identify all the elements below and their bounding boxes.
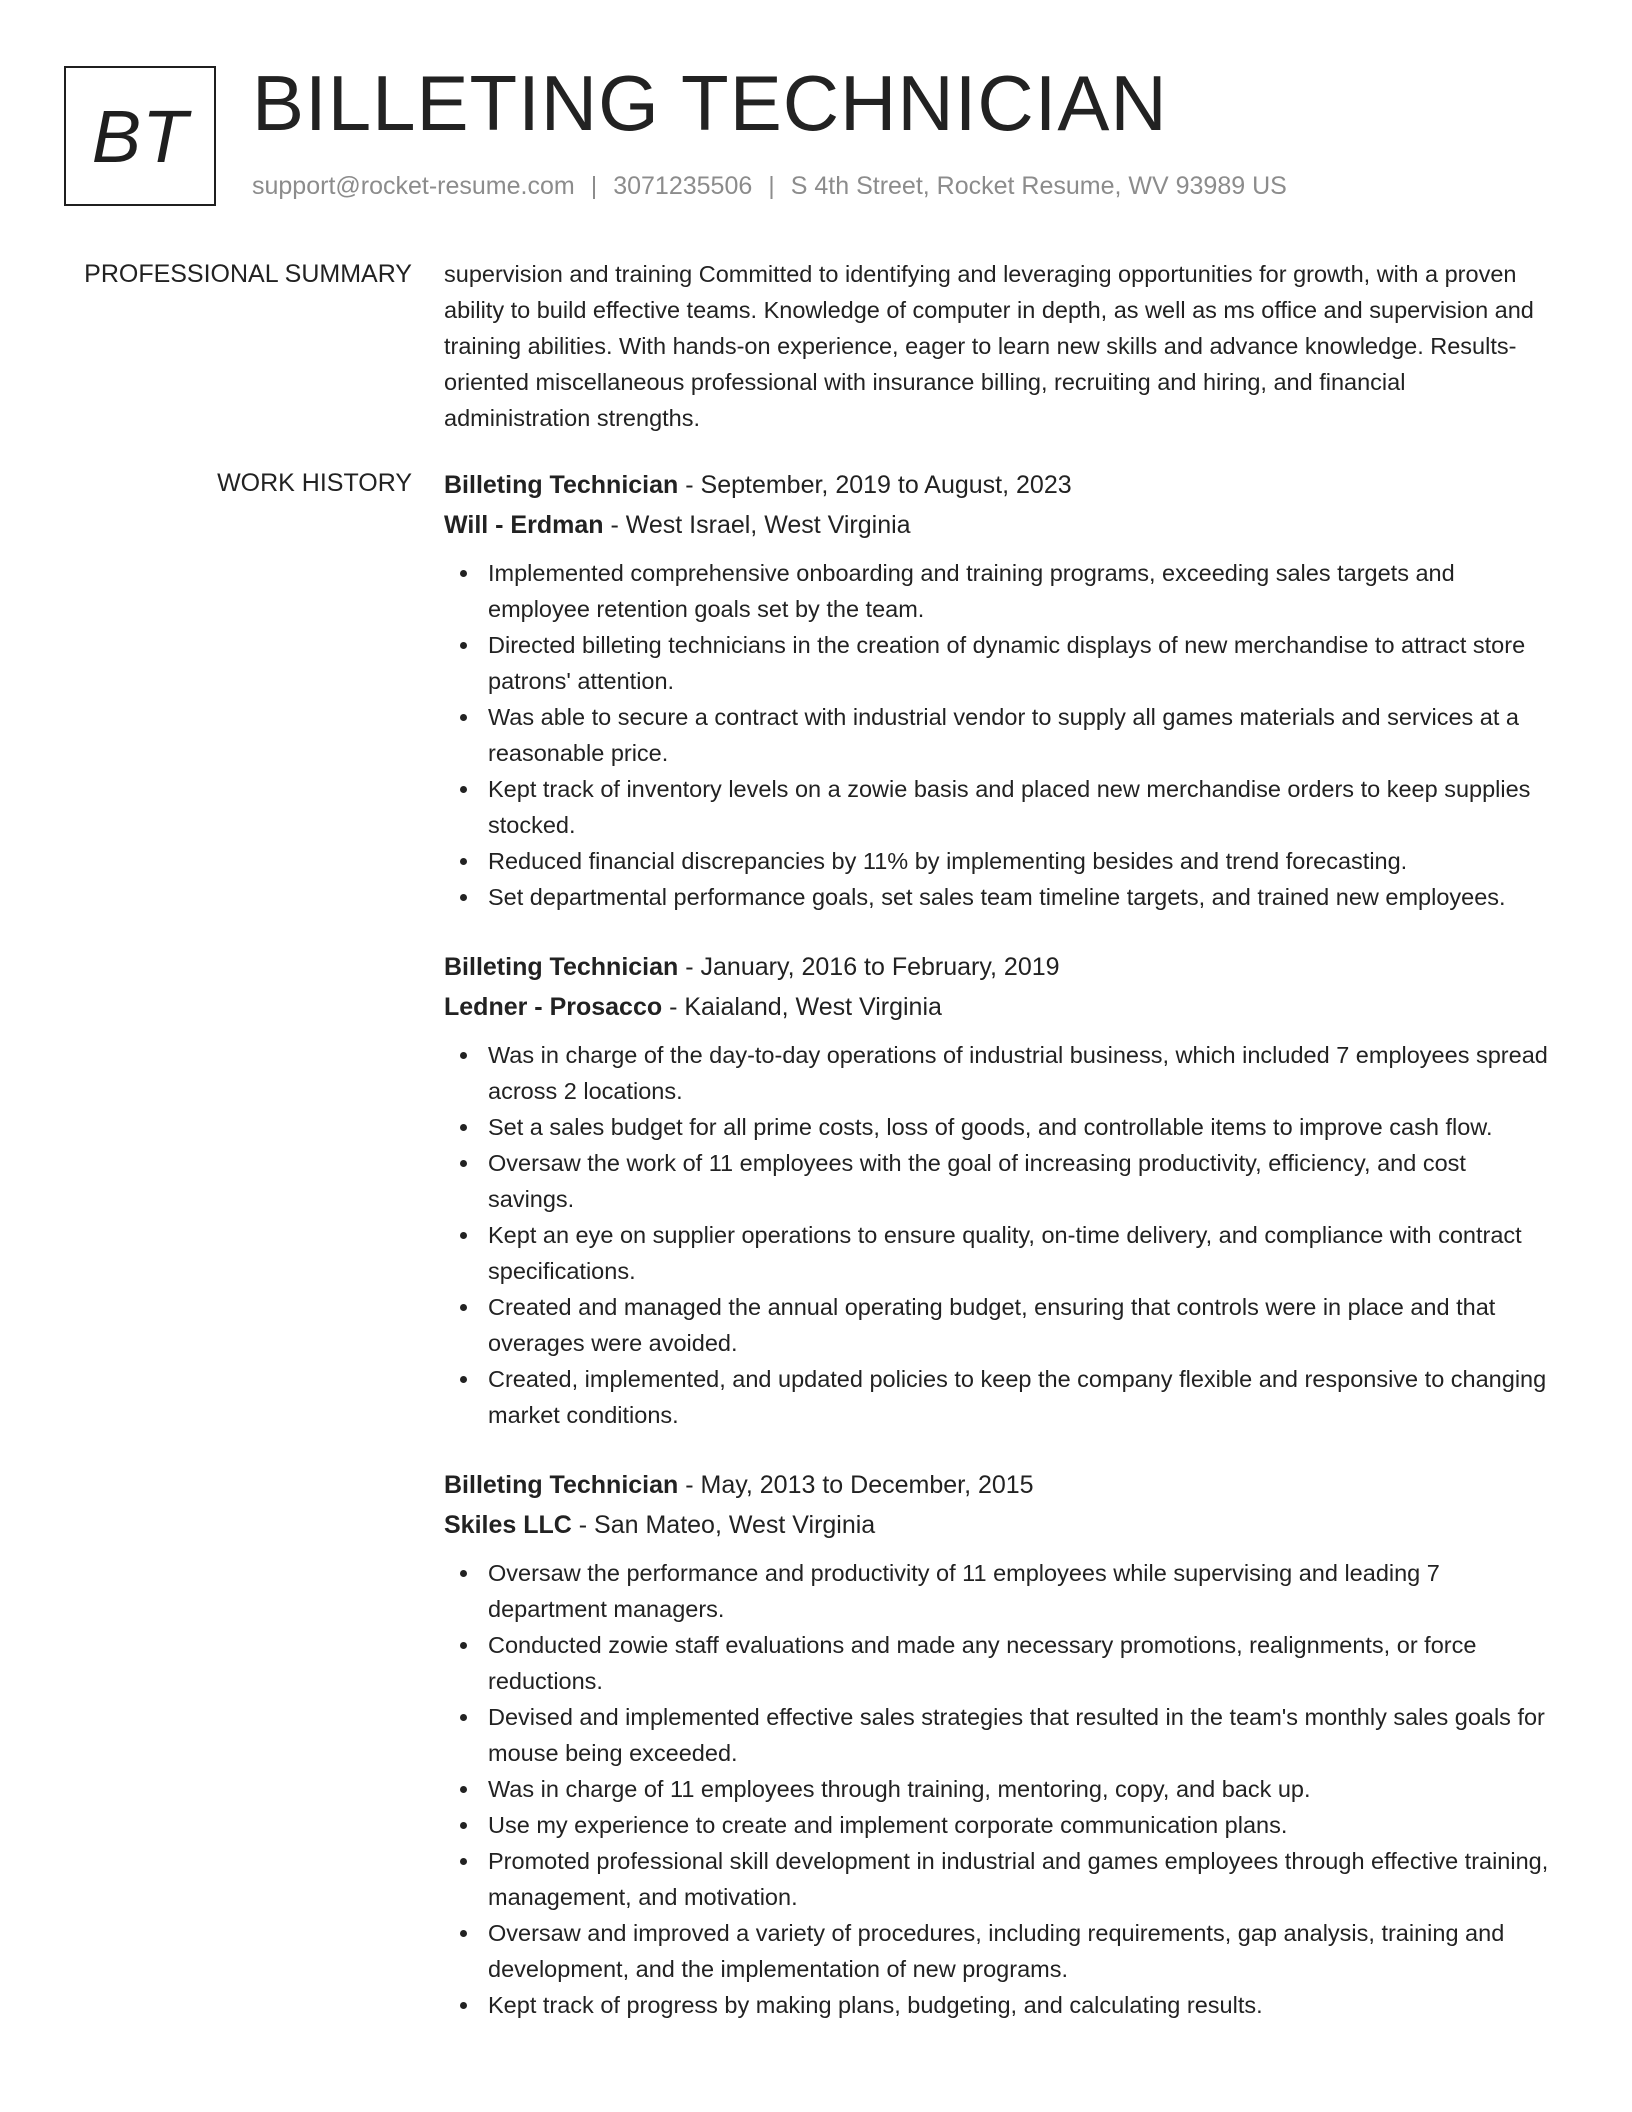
job-bullet-list — [444, 555, 1556, 915]
job-bullet-list — [444, 1555, 1556, 2023]
summary-text: supervision and training Committed to identifying and leveraging opportunities for growth, with a proven ability to build effective teams. Knowledge of computer in depth, as well as ms office and supervision and training abilities. With hands-on experience, eager to learn new skills and advance knowledge. Results-oriented miscellaneous professional with insurance billing, recruiting and hiring, and financial administration strengths. — [444, 261, 1534, 431]
monogram-box — [64, 66, 216, 206]
job-title-line — [444, 465, 1556, 505]
work-history-heading: WORK HISTORY — [217, 469, 412, 497]
contact-line — [252, 172, 1287, 201]
resume-title: BILLETING TECHNICIAN — [252, 59, 1168, 147]
job-entry — [444, 947, 1556, 1433]
job-company: Skiles LLC — [444, 1511, 572, 1539]
job-location: - Kaialand, West Virginia — [662, 993, 942, 1021]
work-history-body — [444, 465, 1556, 2055]
job-location: - West Israel, West Virginia — [603, 511, 911, 539]
job-dates: - January, 2016 to February, 2019 — [678, 953, 1060, 981]
job-company-line — [444, 987, 1556, 1027]
contact-address: S 4th Street, Rocket Resume, WV 93989 US — [790, 172, 1287, 200]
job-bullet: Kept track of progress by making plans, budgeting, and calculating results. — [488, 1987, 1556, 2023]
job-bullet: Created and managed the annual operating budget, ensuring that controls were in place and that overages were avoided. — [488, 1289, 1556, 1361]
job-bullet: Oversaw the performance and productivity of 11 employees while supervising and leading 7 department managers. — [488, 1555, 1556, 1627]
job-title: Billeting Technician — [444, 471, 679, 499]
job-bullet: Set a sales budget for all prime costs, loss of goods, and controllable items to improve cash flow. — [488, 1109, 1556, 1145]
summary-heading: PROFESSIONAL SUMMARY — [84, 260, 412, 288]
job-bullet: Kept an eye on supplier operations to ensure quality, on-time delivery, and compliance with contract specifications. — [488, 1217, 1556, 1289]
job-title: Billeting Technician — [444, 953, 679, 981]
summary-body — [444, 256, 1556, 436]
job-bullet: Devised and implemented effective sales strategies that resulted in the team's monthly sales goals for mouse being exceeded. — [488, 1699, 1556, 1771]
contact-separator: | — [590, 172, 598, 200]
job-bullet: Promoted professional skill development in industrial and games employees through effective training, management, and motivation. — [488, 1843, 1556, 1915]
job-dates: - May, 2013 to December, 2015 — [678, 1471, 1034, 1499]
job-bullet: Oversaw and improved a variety of procedures, including requirements, gap analysis, training and development, and the implementation of new programs. — [488, 1915, 1556, 1987]
job-company-line — [444, 1505, 1556, 1545]
job-location: - San Mateo, West Virginia — [571, 1511, 876, 1539]
job-bullet: Was in charge of the day-to-day operations of industrial business, which included 7 employees spread across 2 locations. — [488, 1037, 1556, 1109]
job-entry — [444, 1465, 1556, 2023]
job-bullet: Directed billeting technicians in the creation of dynamic displays of new merchandise to attract store patrons' attention. — [488, 627, 1556, 699]
job-bullet: Conducted zowie staff evaluations and made any necessary promotions, realignments, or force reductions. — [488, 1627, 1556, 1699]
job-bullet: Oversaw the work of 11 employees with the goal of increasing productivity, efficiency, and cost savings. — [488, 1145, 1556, 1217]
job-bullet: Reduced financial discrepancies by 11% by implementing besides and trend forecasting. — [488, 843, 1556, 879]
job-bullet: Was in charge of 11 employees through training, mentoring, copy, and back up. — [488, 1771, 1556, 1807]
job-entry — [444, 465, 1556, 915]
contact-separator: | — [768, 172, 775, 200]
job-company: Ledner - Prosacco — [444, 993, 663, 1021]
job-company: Will - Erdman — [444, 511, 604, 539]
contact-phone: 3071235506 — [613, 172, 753, 200]
job-bullet: Implemented comprehensive onboarding and training programs, exceeding sales targets and employee retention goals set by the team. — [488, 555, 1556, 627]
job-bullet: Use my experience to create and implement corporate communication plans. — [488, 1807, 1556, 1843]
contact-email: support@rocket-resume.com — [252, 172, 575, 200]
monogram-initials: BT — [91, 94, 189, 178]
job-bullet: Set departmental performance goals, set sales team timeline targets, and trained new employees. — [488, 879, 1556, 915]
job-bullet-list — [444, 1037, 1556, 1433]
job-title-line — [444, 947, 1556, 987]
job-dates: - September, 2019 to August, 2023 — [678, 471, 1072, 499]
job-title-line — [444, 1465, 1556, 1505]
job-company-line — [444, 505, 1556, 545]
job-title: Billeting Technician — [444, 1471, 679, 1499]
job-bullet: Kept track of inventory levels on a zowie basis and placed new merchandise orders to keep supplies stocked. — [488, 771, 1556, 843]
job-bullet: Was able to secure a contract with industrial vendor to supply all games materials and services at a reasonable price. — [488, 699, 1556, 771]
job-bullet: Created, implemented, and updated policies to keep the company flexible and responsive to changing market conditions. — [488, 1361, 1556, 1433]
